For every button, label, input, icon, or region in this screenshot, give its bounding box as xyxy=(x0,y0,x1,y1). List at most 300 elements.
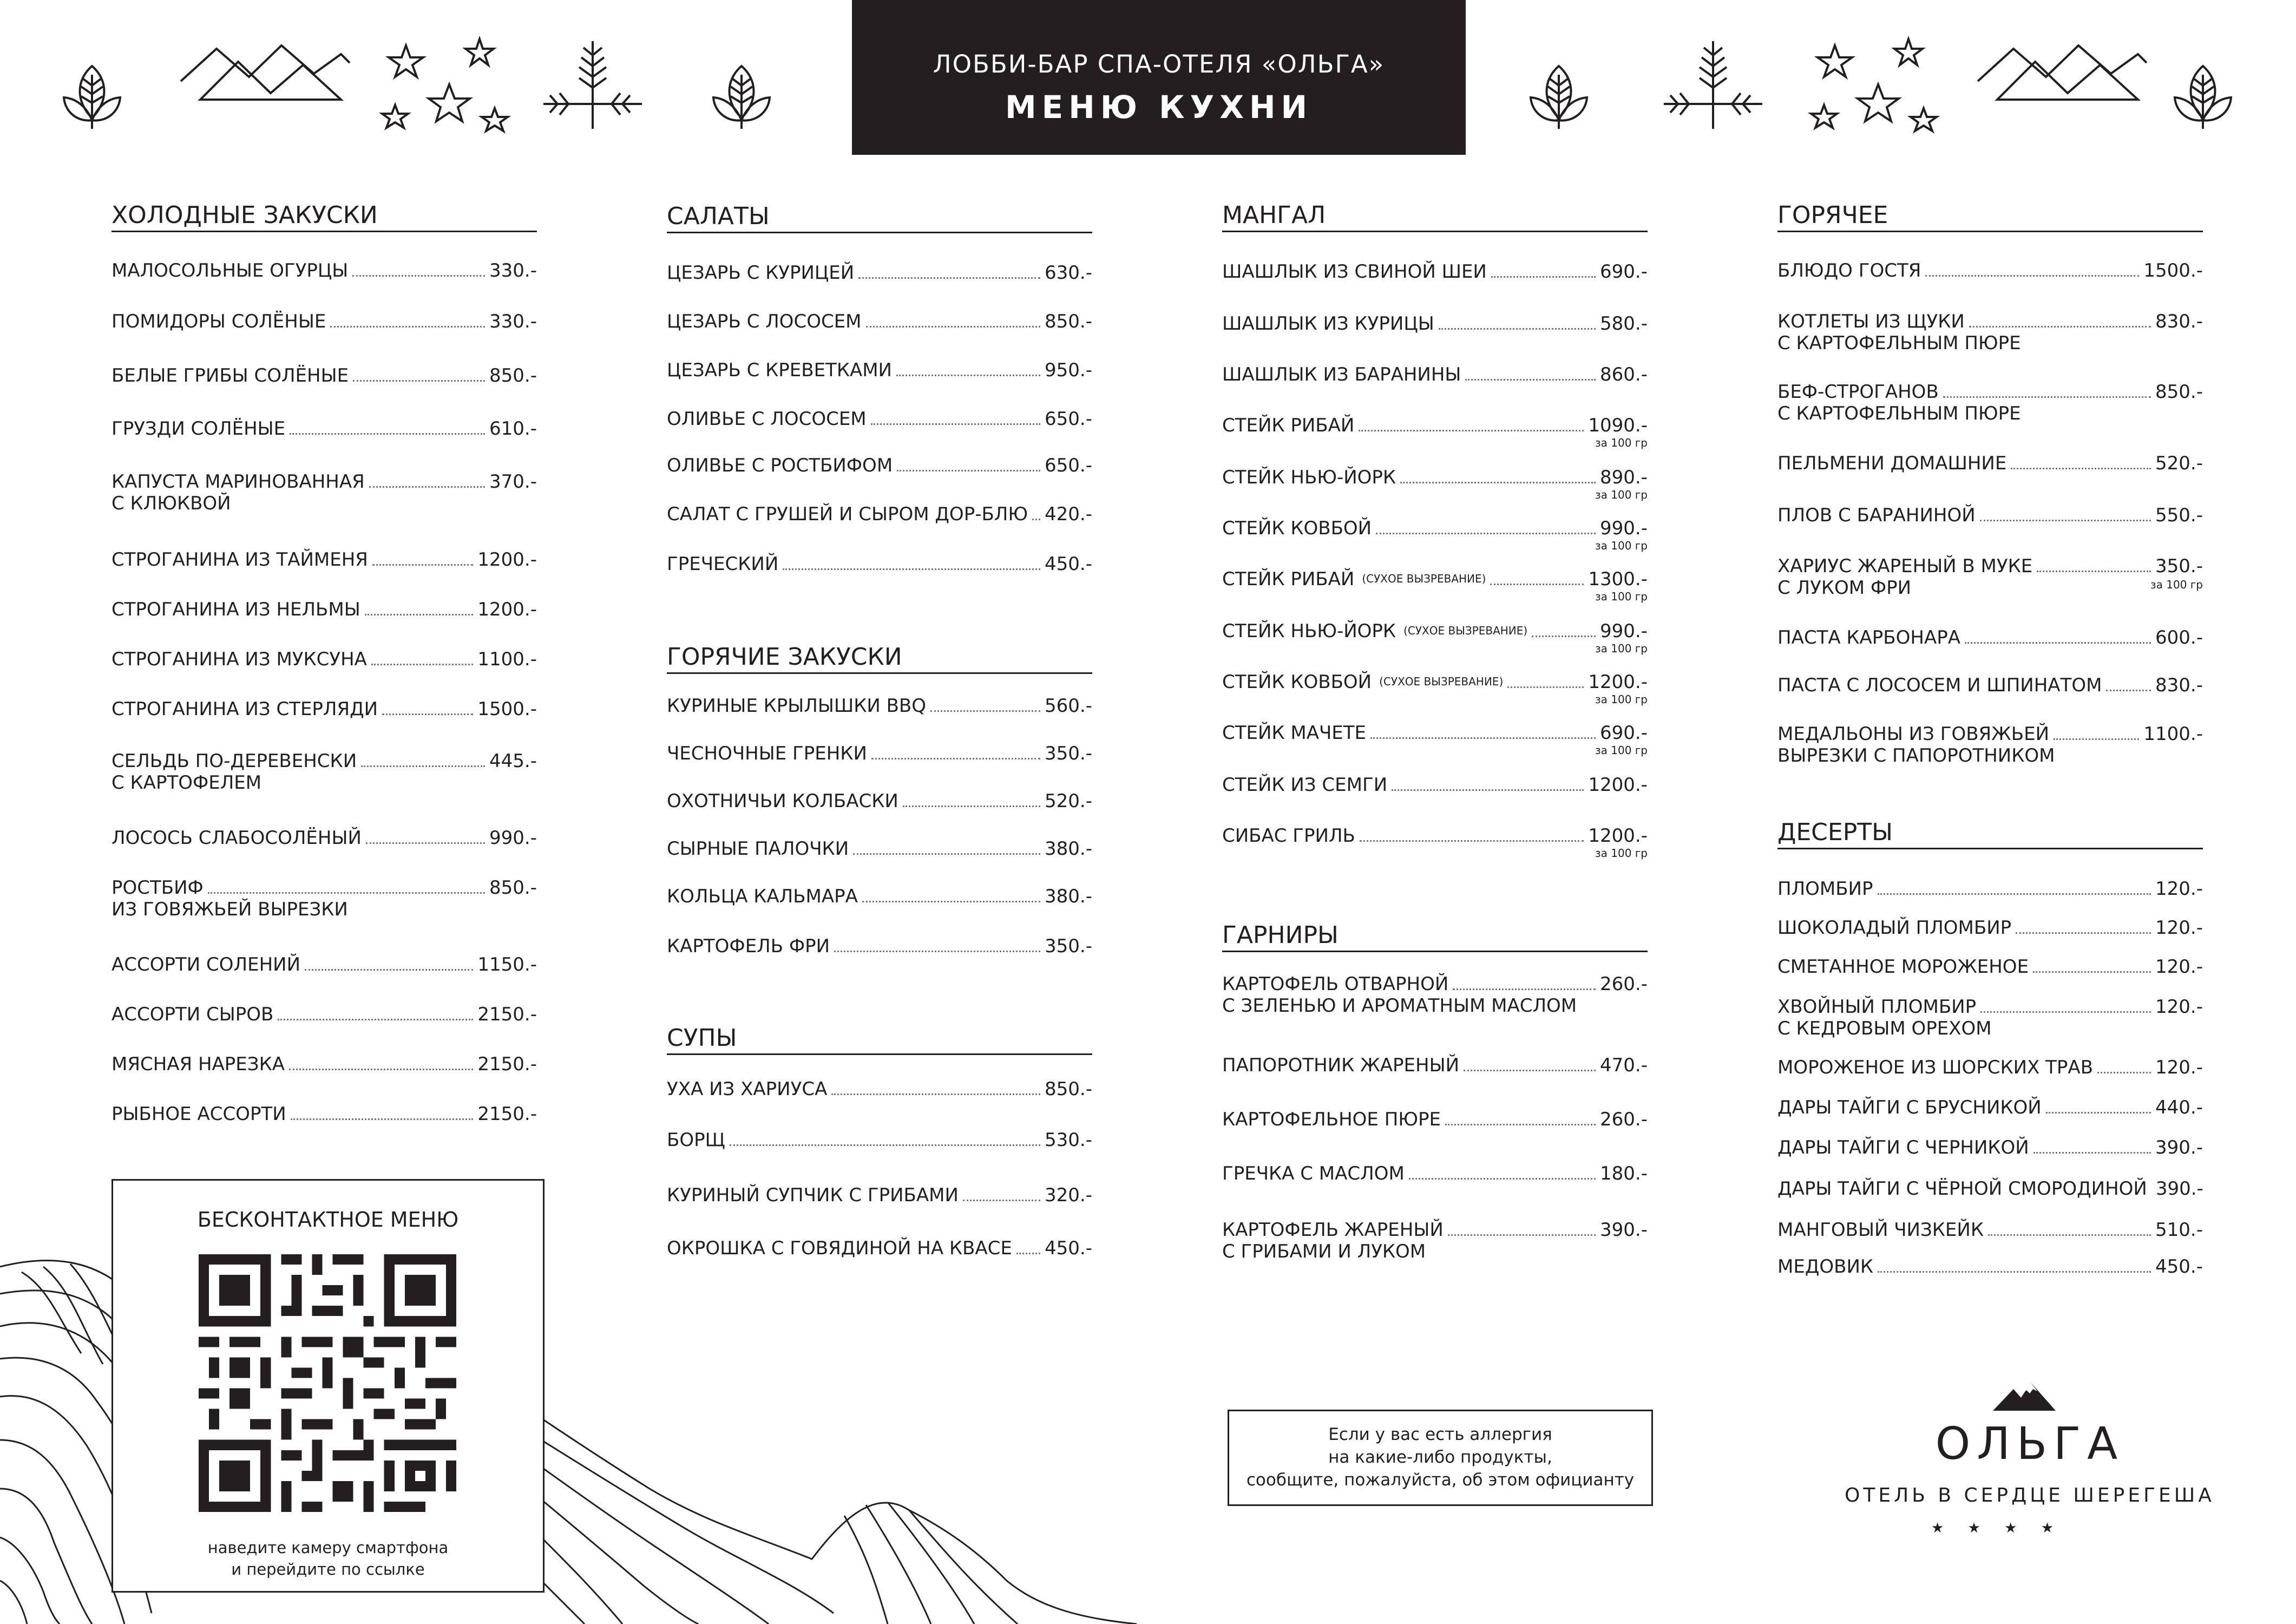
item-price: 1300.- xyxy=(1588,568,1648,590)
item-name: КАРТОФЕЛЬ ЖАРЕНЫЙ xyxy=(1222,1219,1444,1241)
menu-item xyxy=(667,454,1092,476)
menu-item xyxy=(1222,312,1648,335)
menu-item xyxy=(1222,1218,1648,1263)
item-price: 850.- xyxy=(489,877,537,899)
item-name: БОРЩ xyxy=(667,1129,725,1151)
fir-branch-icon xyxy=(541,39,644,131)
dot-leader xyxy=(1532,636,1596,637)
dry-aged-note: (СУХОЕ ВЫЗРЕВАНИЕ) xyxy=(1362,572,1486,585)
item-price: 120.- xyxy=(2155,956,2203,978)
menu-item xyxy=(667,310,1092,332)
item-name: ПЛОВ С БАРАНИНОЙ xyxy=(1777,505,1976,526)
item-name: ОХОТНИЧЬИ КОЛБАСКИ xyxy=(667,790,898,812)
item-price: 180.- xyxy=(1600,1163,1648,1184)
item-price: 1200.- xyxy=(1588,671,1648,693)
dot-leader xyxy=(1925,275,2139,277)
menu-section xyxy=(1777,818,2203,849)
dot-leader xyxy=(1392,789,1584,791)
item-price: 610.- xyxy=(489,418,537,440)
section-title: ГОРЯЧИЕ ЗАКУСКИ xyxy=(667,643,1092,674)
item-price: 390.- xyxy=(2155,1137,2203,1158)
item-name: ЦЕЗАРЬ С ЛОСОСЕМ xyxy=(667,311,862,332)
item-price: 420.- xyxy=(1045,503,1092,525)
item-price: 120.- xyxy=(2155,878,2203,900)
item-name: СТЕЙК РИБАЙ xyxy=(1222,568,1355,590)
item-price: 650.- xyxy=(1045,455,1092,476)
item-price: 260.- xyxy=(1600,973,1648,995)
item-name: ХВОЙНЫЙ ПЛОМБИР xyxy=(1777,996,1977,1018)
item-name: КАРТОФЕЛЬ ФРИ xyxy=(667,935,830,957)
dot-leader xyxy=(305,969,473,971)
dot-leader xyxy=(834,951,1040,952)
item-name: МЕДАЛЬОНЫ ИЗ ГОВЯЖЬЕЙ xyxy=(1777,723,2050,745)
item-name: СТЕЙК НЬЮ-ЙОРК xyxy=(1222,620,1396,642)
item-name: ШАШЛЫК ИЗ СВИНОЙ ШЕИ xyxy=(1222,261,1487,283)
item-price: 120.- xyxy=(2155,1057,2203,1078)
section-title: ХОЛОДНЫЕ ЗАКУСКИ xyxy=(111,201,537,232)
menu-item xyxy=(111,749,537,795)
item-price: 390.- xyxy=(1600,1219,1648,1241)
dot-leader xyxy=(1507,686,1584,688)
item-price: 320.- xyxy=(1045,1184,1092,1206)
item-price: 890.- xyxy=(1600,467,1648,488)
item-name: ПАПОРОТНИК ЖАРЕНЫЙ xyxy=(1222,1055,1459,1076)
menu-item xyxy=(111,647,537,670)
dot-leader xyxy=(2046,1112,2151,1114)
menu-item xyxy=(1222,773,1648,796)
menu-item xyxy=(667,789,1092,812)
dot-leader xyxy=(1491,276,1596,278)
item-name: ЧЕСНОЧНЫЕ ГРЕНКИ xyxy=(667,743,867,764)
item-price: 450.- xyxy=(2155,1256,2203,1278)
menu-item xyxy=(1222,414,1648,449)
header-subtitle: ЛОББИ-БАР СПА-ОТЕЛЯ «ОЛЬГА» xyxy=(933,50,1385,78)
menu-item xyxy=(667,261,1092,284)
item-name: КУРИНЫЙ СУПЧИК С ГРИБАМИ xyxy=(667,1184,959,1206)
fir-branch-icon xyxy=(1662,39,1764,131)
item-name: ОЛИВЬЕ С ЛОСОСЕМ xyxy=(667,408,867,430)
dot-leader xyxy=(366,842,485,844)
menu-item xyxy=(111,953,537,975)
dot-leader xyxy=(369,486,485,488)
menu-item xyxy=(111,417,537,440)
item-name: МОРОЖЕНОЕ ИЗ ШОРСКИХ ТРАВ xyxy=(1777,1057,2094,1078)
menu-section xyxy=(111,201,537,232)
item-price: 120.- xyxy=(2155,996,2203,1018)
item-price: 1100.- xyxy=(477,649,537,670)
menu-item xyxy=(1222,1053,1648,1076)
dot-leader xyxy=(831,1093,1040,1095)
dot-leader xyxy=(365,614,474,615)
item-name-cont: С КЛЮКВОЙ xyxy=(111,493,231,514)
menu-item xyxy=(1222,363,1648,385)
item-name: ШАШЛЫК ИЗ КУРИЦЫ xyxy=(1222,313,1434,335)
item-price: 2150.- xyxy=(477,1103,537,1125)
dot-leader xyxy=(858,277,1040,279)
dot-leader xyxy=(903,806,1040,807)
menu-item xyxy=(1777,1177,2203,1200)
menu-item xyxy=(1777,1136,2203,1158)
allergy-line: сообщите, пожалуйста, об этом официанту xyxy=(1246,1470,1635,1490)
dot-leader xyxy=(1943,396,2151,398)
item-price: 690.- xyxy=(1600,722,1648,744)
menu-item xyxy=(111,876,537,921)
dot-leader xyxy=(330,326,485,328)
dot-leader xyxy=(1370,737,1596,739)
menu-item xyxy=(667,885,1092,907)
item-name: СМЕТАННОЕ МОРОЖЕНОЕ xyxy=(1777,956,2029,978)
item-price: 440.- xyxy=(2155,1097,2203,1118)
menu-item xyxy=(1777,380,2203,425)
menu-section xyxy=(667,643,1092,674)
item-name: СТЕЙК РИБАЙ xyxy=(1222,415,1355,436)
dot-leader xyxy=(963,1200,1040,1201)
item-name: ШАШЛЫК ИЗ БАРАНИНЫ xyxy=(1222,364,1461,385)
item-name: ЦЕЗАРЬ С КРЕВЕТКАМИ xyxy=(667,359,892,381)
dot-leader xyxy=(2016,932,2151,934)
item-name: ОЛИВЬЕ С РОСТБИФОМ xyxy=(667,455,893,476)
dot-leader xyxy=(208,892,485,894)
menu-item xyxy=(667,552,1092,575)
dot-leader xyxy=(2033,971,2151,973)
dot-leader xyxy=(291,1118,474,1120)
item-price: 330.- xyxy=(489,260,537,281)
per-100g-note: за 100 гр xyxy=(1595,744,1648,757)
dot-leader xyxy=(361,765,485,767)
logo-mountain-icon xyxy=(1992,1381,2057,1412)
item-name-cont: С ГРИБАМИ И ЛУКОМ xyxy=(1222,1241,1426,1262)
leaf-icon xyxy=(2170,64,2235,131)
dot-leader xyxy=(896,375,1040,376)
menu-item xyxy=(1222,721,1648,757)
item-name: УХА ИЗ ХАРИУСА xyxy=(667,1078,828,1100)
item-price: 450.- xyxy=(1045,1237,1092,1259)
item-price: 530.- xyxy=(1045,1129,1092,1151)
menu-item xyxy=(667,358,1092,381)
item-name: ЛОСОСЬ СЛАБОСОЛЁНЫЙ xyxy=(111,827,362,849)
per-100g-note: за 100 гр xyxy=(1595,642,1648,655)
item-name: ПЕЛЬМЕНИ ДОМАШНИЕ xyxy=(1777,453,2007,474)
item-price: 600.- xyxy=(2155,627,2203,649)
menu-item xyxy=(1777,877,2203,900)
dot-leader xyxy=(866,326,1041,328)
item-name: БЕФ-СТРОГАНОВ xyxy=(1777,381,1939,403)
item-name: СИБАС ГРИЛЬ xyxy=(1222,825,1355,847)
item-name-cont: С ЛУКОМ ФРИ xyxy=(1777,577,1912,599)
menu-title: МЕНЮ КУХНИ xyxy=(1005,89,1313,126)
item-price: 1200.- xyxy=(1588,774,1648,796)
qr-title: БЕСКОНТАКТНОЕ МЕНЮ xyxy=(197,1208,459,1232)
section-title: МАНГАЛ xyxy=(1222,201,1648,232)
dot-leader xyxy=(278,1019,473,1020)
stars-icon xyxy=(379,35,520,137)
item-price: 510.- xyxy=(2155,1219,2203,1241)
item-price: 445.- xyxy=(489,750,537,772)
item-price: 330.- xyxy=(489,311,537,332)
menu-item xyxy=(111,1003,537,1025)
dot-leader xyxy=(2106,690,2151,691)
item-name: ДАРЫ ТАЙГИ С ЧЕРНИКОЙ xyxy=(1777,1137,2029,1158)
dot-leader xyxy=(289,1069,473,1070)
item-name: МЯСНАЯ НАРЕЗКА xyxy=(111,1053,285,1075)
dot-leader xyxy=(1409,1178,1596,1180)
item-name-cont: С КЕДРОВЫМ ОРЕХОМ xyxy=(1777,1018,1992,1039)
dot-leader xyxy=(871,758,1040,759)
item-name: КУРИНЫЕ КРЫЛЫШКИ BBQ xyxy=(667,695,927,717)
dry-aged-note: (СУХОЕ ВЫЗРЕВАНИЕ) xyxy=(1379,675,1504,688)
item-name: СТРОГАНИНА ИЗ ТАЙМЕНЯ xyxy=(111,549,368,571)
logo-name: ОЛЬГА xyxy=(1935,1418,2124,1470)
per-100g-note: за 100 гр xyxy=(1595,590,1648,603)
menu-item xyxy=(111,598,537,620)
logo-stars: ★ ★ ★ ★ xyxy=(1931,1520,2064,1536)
item-name: АССОРТИ СОЛЕНИЙ xyxy=(111,954,300,975)
item-price: 1200.- xyxy=(1588,825,1648,847)
item-name: ОКРОШКА С ГОВЯДИНОЙ НА КВАСЕ xyxy=(667,1237,1012,1259)
item-price: 650.- xyxy=(1045,408,1092,430)
menu-item xyxy=(1222,1108,1648,1130)
item-price: 850.- xyxy=(1045,1078,1092,1100)
item-name: МАНГОВЫЙ ЧИЗКЕЙК xyxy=(1777,1219,1984,1241)
item-name: СТЕЙК ИЗ СЕМГИ xyxy=(1222,774,1388,796)
item-price: 560.- xyxy=(1045,695,1092,717)
per-100g-note: за 100 гр xyxy=(1595,693,1648,706)
menu-item xyxy=(1777,259,2203,281)
dot-leader xyxy=(1965,642,2151,644)
menu-section xyxy=(667,1024,1092,1055)
item-name-cont: С КАРТОФЕЛЬНЫМ ПЮРЕ xyxy=(1777,332,2021,354)
menu-section xyxy=(667,202,1092,233)
section-title: СУПЫ xyxy=(667,1024,1092,1055)
menu-item xyxy=(667,1128,1092,1151)
item-name: АССОРТИ СЫРОВ xyxy=(111,1004,274,1025)
item-price: 520.- xyxy=(1045,790,1092,812)
menu-item xyxy=(111,470,537,515)
item-name: СТРОГАНИНА ИЗ НЕЛЬМЫ xyxy=(111,599,360,620)
dry-aged-note: (СУХОЕ ВЫЗРЕВАНИЕ) xyxy=(1403,624,1528,637)
item-price: 350.- xyxy=(1045,935,1092,957)
section-title: ГАРНИРЫ xyxy=(1222,921,1648,952)
menu-item xyxy=(667,837,1092,860)
dot-leader xyxy=(730,1144,1040,1146)
allergy-notice xyxy=(1228,1410,1653,1506)
menu-item xyxy=(667,742,1092,764)
menu-item xyxy=(1777,451,2203,474)
menu-item xyxy=(1777,310,2203,355)
item-name-cont: С КАРТОФЕЛЕМ xyxy=(111,772,262,794)
item-name: ЦЕЗАРЬ С КУРИЦЕЙ xyxy=(667,262,855,284)
menu-section xyxy=(1222,201,1648,232)
item-name: СЕЛЬДЬ ПО-ДЕРЕВЕНСКИ xyxy=(111,750,357,772)
qr-caption-line: наведите камеру смартфона xyxy=(207,1538,449,1557)
dot-leader xyxy=(2097,1072,2151,1073)
menu-item xyxy=(111,310,537,332)
item-price: 1150.- xyxy=(477,954,537,975)
item-name: КАРТОФЕЛЬНОЕ ПЮРЕ xyxy=(1222,1109,1441,1130)
menu-item xyxy=(1222,972,1648,1018)
menu-item xyxy=(1222,824,1648,860)
item-price: 120.- xyxy=(2155,917,2203,939)
per-100g-note: за 100 гр xyxy=(1595,488,1648,501)
item-name: РОСТБИФ xyxy=(111,877,204,899)
item-price: 860.- xyxy=(1600,364,1648,385)
menu-item xyxy=(667,407,1092,430)
dot-leader xyxy=(1878,893,2151,895)
item-price: 2150.- xyxy=(477,1004,537,1025)
item-name: ГРУЗДИ СОЛЁНЫЕ xyxy=(111,418,286,440)
item-name: СТРОГАНИНА ИЗ МУКСУНА xyxy=(111,649,367,670)
item-price: 470.- xyxy=(1600,1055,1648,1076)
dot-leader xyxy=(382,713,473,715)
dot-leader xyxy=(1439,328,1596,330)
item-price: 830.- xyxy=(2155,675,2203,696)
item-price: 350.- xyxy=(2155,555,2203,577)
menu-item xyxy=(1222,1162,1648,1184)
header-banner xyxy=(852,0,1466,155)
mountains-icon xyxy=(1976,38,2149,103)
dot-leader xyxy=(1445,1124,1596,1125)
item-name: БЕЛЫЕ ГРИБЫ СОЛЁНЫЕ xyxy=(111,365,349,387)
dot-leader xyxy=(1465,379,1596,381)
item-price: 380.- xyxy=(1045,838,1092,860)
per-100g-note: за 100 гр xyxy=(1595,436,1648,449)
item-price: 1100.- xyxy=(2143,723,2203,745)
menu-item xyxy=(1777,722,2203,768)
allergy-line: Если у вас есть аллергия xyxy=(1328,1425,1552,1444)
dot-leader xyxy=(1878,1271,2151,1273)
dot-leader xyxy=(1988,1234,2151,1236)
item-name: СЫРНЫЕ ПАЛОЧКИ xyxy=(667,838,849,860)
contactless-menu-card xyxy=(111,1179,545,1593)
item-price: 990.- xyxy=(1600,518,1648,539)
item-price: 380.- xyxy=(1045,886,1092,907)
item-name: ДАРЫ ТАЙГИ С БРУСНИКОЙ xyxy=(1777,1097,2042,1118)
item-name: МАЛОСОЛЬНЫЕ ОГУРЦЫ xyxy=(111,260,349,281)
item-price: 950.- xyxy=(1045,359,1092,381)
menu-item xyxy=(1777,995,2203,1040)
item-name: МЕДОВИК xyxy=(1777,1256,1874,1278)
item-price: 390.- xyxy=(2155,1178,2203,1200)
dot-leader xyxy=(353,380,485,382)
menu-item xyxy=(1777,503,2203,526)
qr-caption-line: и перейдите по ссылке xyxy=(231,1560,425,1579)
leaf-icon xyxy=(60,64,124,131)
item-name: ГРЕЧКА С МАСЛОМ xyxy=(1222,1163,1405,1184)
item-name: КАРТОФЕЛЬ ОТВАРНОЙ xyxy=(1222,973,1449,995)
leaf-icon xyxy=(709,64,774,131)
item-name: КОЛЬЦА КАЛЬМАРА xyxy=(667,886,858,907)
dot-leader xyxy=(1980,520,2151,521)
menu-item xyxy=(111,364,537,387)
item-price: 1200.- xyxy=(477,549,537,571)
item-price: 630.- xyxy=(1045,262,1092,284)
item-name: ПОМИДОРЫ СОЛЁНЫЕ xyxy=(111,311,326,332)
item-price: 830.- xyxy=(2155,311,2203,332)
item-name: СТЕЙК МАЧЕТЕ xyxy=(1222,722,1367,744)
dot-leader xyxy=(2054,738,2139,740)
dot-leader xyxy=(1360,840,1584,842)
per-100g-note: за 100 гр xyxy=(1595,539,1648,552)
menu-item xyxy=(1777,955,2203,978)
qr-caption xyxy=(113,1537,543,1580)
item-price: 260.- xyxy=(1600,1109,1648,1130)
item-price: 1090.- xyxy=(1588,415,1648,436)
item-name-cont: С КАРТОФЕЛЬНЫМ ПЮРЕ xyxy=(1777,403,2021,424)
dot-leader xyxy=(1400,482,1596,483)
dot-leader xyxy=(1980,1011,2151,1013)
menu-section xyxy=(1222,921,1648,952)
item-price: 580.- xyxy=(1600,313,1648,335)
dot-leader xyxy=(1376,533,1596,534)
mountains-icon xyxy=(179,38,352,103)
qr-code[interactable] xyxy=(199,1254,456,1512)
menu-item xyxy=(111,697,537,720)
item-price: 850.- xyxy=(1045,311,1092,332)
menu-item xyxy=(667,934,1092,957)
dot-leader xyxy=(897,470,1040,472)
item-name: РЫБНОЕ АССОРТИ xyxy=(111,1103,286,1125)
per-100g-note: за 100 гр xyxy=(2150,578,2203,591)
item-price: 850.- xyxy=(489,365,537,387)
leaf-icon xyxy=(1526,64,1591,131)
menu-item xyxy=(1777,554,2203,600)
item-price: 550.- xyxy=(2155,505,2203,526)
menu-item xyxy=(111,1052,537,1075)
item-name: СТЕЙК КОВБОЙ xyxy=(1222,518,1372,539)
menu-item xyxy=(1777,1096,2203,1118)
menu-section xyxy=(1777,201,2203,232)
menu-item xyxy=(667,502,1092,525)
item-name: ПАСТА КАРБОНАРА xyxy=(1777,627,1960,649)
logo-tagline: ОТЕЛЬ В СЕРДЦЕ ШЕРЕГЕША xyxy=(1845,1484,2215,1507)
menu-item xyxy=(111,548,537,571)
dot-leader xyxy=(930,710,1040,712)
menu-item xyxy=(1777,1255,2203,1278)
allergy-line: на какие-либо продукты, xyxy=(1328,1448,1552,1467)
menu-item xyxy=(111,259,537,281)
dot-leader xyxy=(1969,326,2151,328)
menu-item xyxy=(1222,567,1648,603)
menu-item xyxy=(1777,916,2203,939)
dot-leader xyxy=(1453,988,1596,990)
item-price: 370.- xyxy=(489,471,537,493)
item-name: СТЕЙК НЬЮ-ЙОРК xyxy=(1222,467,1396,488)
item-price: 1200.- xyxy=(477,599,537,620)
item-name: ШОКОЛАДЫЙ ПЛОМБИР xyxy=(1777,917,2012,939)
item-name-cont: ВЫРЕЗКИ С ПАПОРОТНИКОМ xyxy=(1777,745,2055,767)
menu-item xyxy=(1222,619,1648,655)
item-price: 350.- xyxy=(1045,743,1092,764)
section-title: ГОРЯЧЕЕ xyxy=(1777,201,2203,232)
menu-item xyxy=(1777,673,2203,696)
item-name: САЛАТ С ГРУШЕЙ И СЫРОМ ДОР-БЛЮ xyxy=(667,503,1028,525)
dot-leader xyxy=(783,568,1040,570)
item-name: БЛЮДО ГОСТЯ xyxy=(1777,260,1921,281)
item-name-cont: ИЗ ГОВЯЖЬЕЙ ВЫРЕЗКИ xyxy=(111,899,348,920)
item-name: ГРЕЧЕСКИЙ xyxy=(667,553,779,575)
item-price: 1500.- xyxy=(2143,260,2203,281)
dot-leader xyxy=(290,433,485,435)
item-price: 2150.- xyxy=(477,1053,537,1075)
item-name: ДАРЫ ТАЙГИ С ЧЁРНОЙ СМОРОДИНОЙ xyxy=(1777,1178,2147,1200)
dot-leader xyxy=(1448,1234,1596,1236)
section-title: САЛАТЫ xyxy=(667,202,1092,233)
section-title: ДЕСЕРТЫ xyxy=(1777,818,2203,849)
dot-leader xyxy=(1464,1070,1596,1071)
menu-item xyxy=(667,1183,1092,1206)
item-price: 520.- xyxy=(2155,453,2203,474)
dot-leader xyxy=(1490,584,1584,585)
